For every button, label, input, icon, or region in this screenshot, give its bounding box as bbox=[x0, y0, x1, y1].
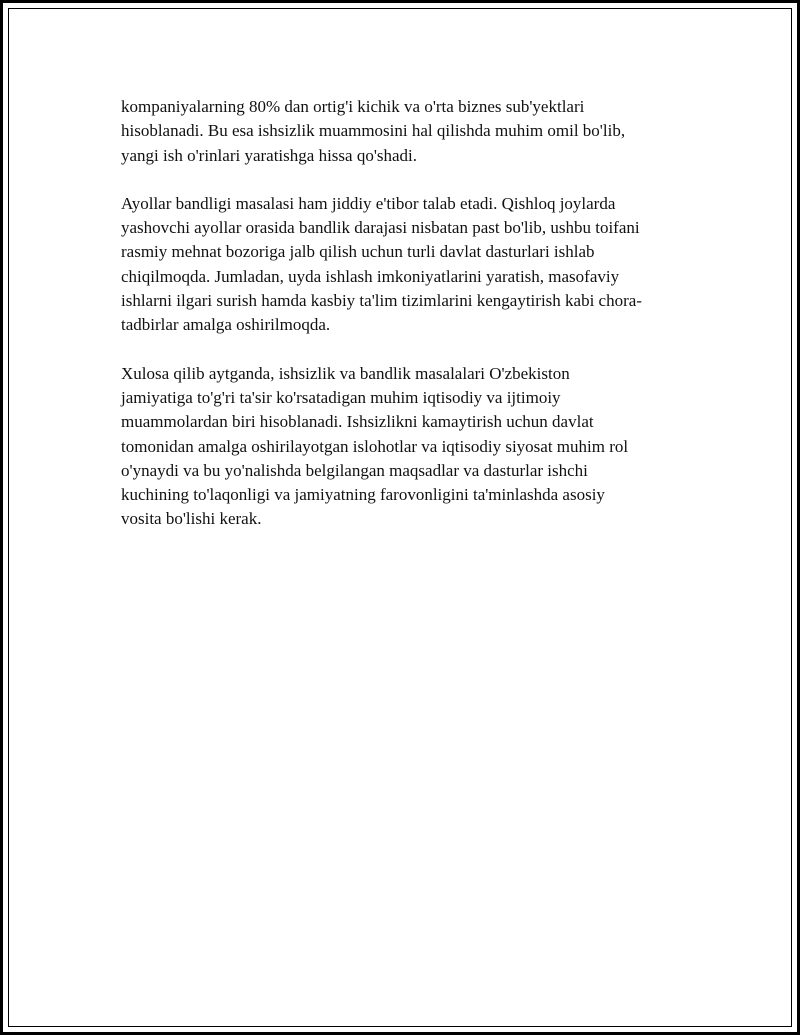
paragraph-line: yashovchi ayollar orasida bandlik darajasi nisbatan past bo'lib, ushbu toifani bbox=[121, 218, 640, 238]
paragraph-line: chiqilmoqda. Jumladan, uyda ishlash imkoniyatlarini yaratish, masofaviy bbox=[121, 266, 620, 286]
paragraph-line: o'ynaydi va bu yo'nalishda belgilangan maqsadlar va dasturlar ishchi bbox=[121, 460, 588, 480]
paragraph-line: jamiyatiga to'g'ri ta'sir ko'rsatadigan muhim iqtisodiy va ijtimoiy bbox=[121, 387, 561, 407]
paragraph-line: ishlarni ilgari surish hamda kasbiy ta'lim tizimlarini kengaytirish kabi chora- bbox=[121, 291, 642, 311]
paragraph-3 bbox=[121, 362, 693, 532]
document-body bbox=[121, 95, 693, 556]
paragraph-line: Ayollar bandligi masalasi ham jiddiy e'tibor talab etadi. Qishloq joylarda bbox=[121, 193, 616, 213]
paragraph-line: muammolardan biri hisoblanadi. Ishsizlikni kamaytirish uchun davlat bbox=[121, 412, 594, 432]
paragraph-line: Xulosa qilib aytganda, ishsizlik va bandlik masalalari O'zbekiston bbox=[121, 363, 570, 383]
paragraph-line: kompaniyalarning 80% dan ortig'i kichik va o'rta biznes sub'yektlari bbox=[121, 97, 585, 116]
paragraph-line: kuchining to'laqonligi va jamiyatning farovonligini ta'minlashda asosiy bbox=[121, 485, 605, 505]
paragraph-line: tomonidan amalga oshirilayotgan islohotlar va iqtisodiy siyosat muhim rol bbox=[121, 436, 629, 456]
paragraph-line: rasmiy mehnat bozoriga jalb qilish uchun turli davlat dasturlari ishlab bbox=[121, 242, 595, 262]
paragraph-line: tadbirlar amalga oshirilmoqda. bbox=[121, 315, 331, 335]
paragraph-line: yangi ish o'rinlari yaratishga hissa qo'shadi. bbox=[121, 145, 418, 165]
paragraph-1 bbox=[121, 95, 693, 168]
paragraph-2 bbox=[121, 192, 693, 338]
paragraph-line: hisoblanadi. Bu esa ishsizlik muammosini hal qilishda muhim omil bo'lib, bbox=[121, 121, 626, 141]
paragraph-line: vosita bo'lishi kerak. bbox=[121, 509, 262, 529]
